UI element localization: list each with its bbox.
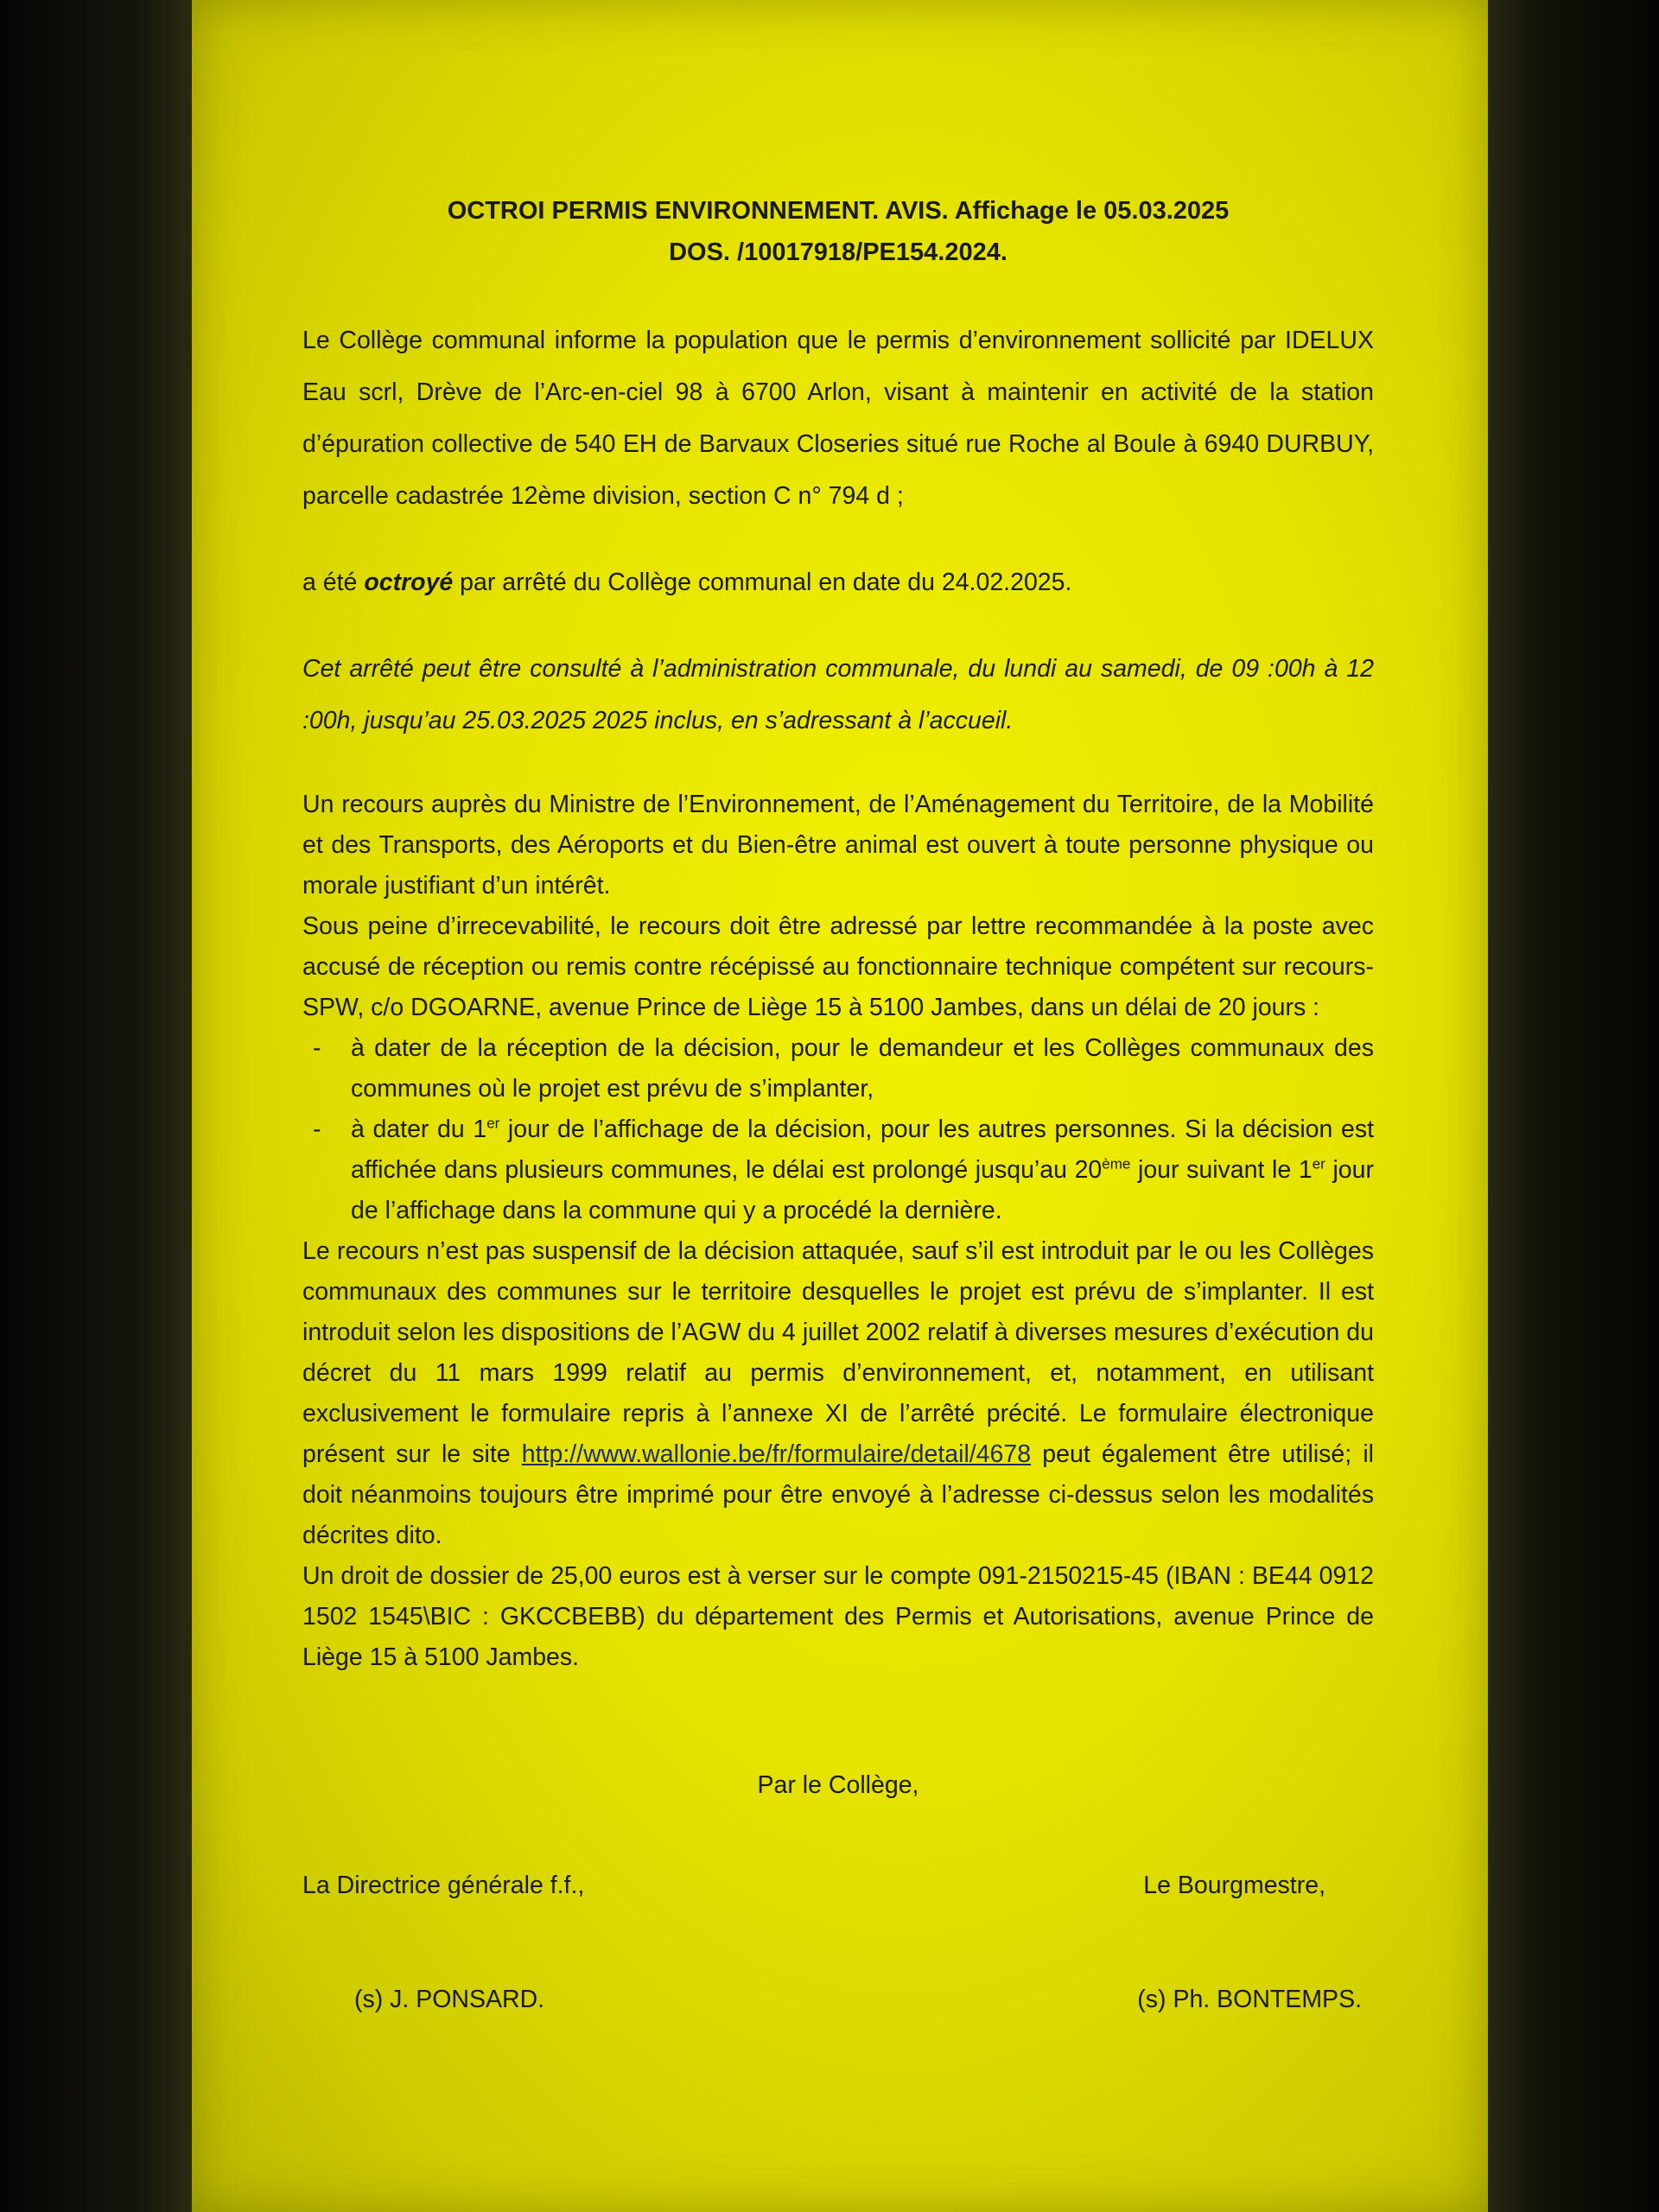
bullet-text-c: jour suivant le 1 xyxy=(1130,1156,1313,1184)
bullet-sup-2: ème xyxy=(1102,1155,1131,1173)
bullet-text: à dater de la réception de la décision, pour le demandeur et les Collèges communaux des communes où le projet est prévu de s’implanter, xyxy=(351,1034,1374,1103)
granted-text-after: par arrêté du Collège communal en date du 24.02.2025. xyxy=(453,569,1072,596)
notice-title xyxy=(302,190,1374,273)
paragraph-fee: Un droit de dossier de 25,00 euros est à verser sur le compte 091-2150215-45 (IBAN : BE44 0912 1502 1545\BIC : GKCCBEBB) du département des Permis et Autorisations, avenue Prince de Liège 15 à 5100 Jambes. xyxy=(302,1562,1374,1671)
title-line-2: DOS. /10017918/PE154.2024. xyxy=(669,238,1007,266)
notice-content xyxy=(302,190,1374,2020)
frame-left xyxy=(0,0,192,2212)
form-link[interactable]: http://www.wallonie.be/fr/formulaire/detail/4678 xyxy=(521,1440,1032,1468)
signature-intro: Par le Collège, xyxy=(757,1771,919,1799)
title-line-1: OCTROI PERMIS ENVIRONNEMENT. AVIS. Affichage le 05.03.2025 xyxy=(447,197,1230,225)
paragraph-consultation: Cet arrêté peut être consulté à l’administration communale, du lundi au samedi, de 09 :00h à 12 :00h, jusqu’au 25.03.2025 2025 inclus, en s’adressant à l’accueil. xyxy=(302,655,1374,734)
signature-left-role: La Directrice générale f.f., xyxy=(302,1872,585,1899)
bullet-sup-1: er xyxy=(486,1115,500,1132)
notice-sheet xyxy=(192,0,1488,2212)
paragraph-granted xyxy=(302,556,1374,608)
paragraph-suspensive xyxy=(302,1231,1374,1556)
paragraph-appeal: Un recours auprès du Ministre de l’Environnement, de l’Aménagement du Territoire, de la Mobilité et des Transports, des Aéroports et du Bien-être animal est ouvert à toute personne physique ou morale justifiant d’un intérêt. xyxy=(302,791,1374,899)
bullet-text-a: à dater du 1 xyxy=(351,1116,487,1143)
paragraph-permit-request: Le Collège communal informe la population que le permis d’environnement sollicité par IDELUX Eau scrl, Drève de l’Arc-en-ciel 98 à 6700 Arlon, visant à maintenir en activité de la station d’épuration collective de 540 EH de Barvaux Closeries situé rue Roche al Boule à 6940 DURBUY, parcelle cadastrée 12ème division, section C n° 794 d ; xyxy=(302,327,1374,510)
bullet-text-d: jour de l’affichage dans la commune qui y a procédé la dernière. xyxy=(351,1156,1374,1224)
bullet-sup-3: er xyxy=(1312,1155,1325,1173)
paragraph-appeal-conditions: Sous peine d’irrecevabilité, le recours doit être adressé par lettre recommandée à la poste avec accusé de réception ou remis contre récépissé au fonctionnaire technique compétent sur recours-SPW, c/o DGOARNE, avenue Prince de Liège 15 à 5100 Jambes, dans un délai de 20 jours : xyxy=(302,912,1374,1021)
suspensive-text-after: peut également être utilisé; il doit néanmoins toujours être imprimé pour être envoyé à l’adresse ci-dessus selon les modalités décrites dito. xyxy=(302,1440,1374,1549)
granted-emphasis: octroyé xyxy=(364,569,454,596)
frame-right xyxy=(1488,0,1659,2212)
signature-roles xyxy=(302,1865,1374,1906)
bullet-dash: - xyxy=(313,1116,321,1143)
list-item xyxy=(302,1028,1374,1109)
bullet-text-b: jour de l’affichage de la décision, pour les autres personnes. Si la décision est affichée dans plusieurs communes, le délai est prolongé jusqu’au 20 xyxy=(351,1116,1374,1184)
signature-right-name: (s) Ph. BONTEMPS. xyxy=(1137,1986,1362,2013)
signature-right-role: Le Bourgmestre, xyxy=(1143,1872,1325,1899)
signature-names xyxy=(302,1979,1374,2020)
signature-left-name: (s) J. PONSARD. xyxy=(354,1986,545,2013)
bullet-dash: - xyxy=(313,1034,321,1062)
granted-text-before: a été xyxy=(302,569,365,596)
list-item xyxy=(302,1109,1374,1231)
suspensive-text-before: Le recours n’est pas suspensif de la décision attaquée, sauf s’il est introduit par le ou les Collèges communaux des communes sur le territoire desquelles le projet est prévu de s’implanter. Il est introduit selon les dispositions de l’AGW du 4 juillet 2002 relatif à diverses mesures d’exécution du décret du 11 mars 1999 relatif au permis d’environnement, et, notamment, en utilisant exclusivement le formulaire repris à l’annexe XI de l’arrêté précité. Le formulaire électronique présent sur le site xyxy=(302,1237,1374,1468)
appeal-deadline-list xyxy=(302,1028,1374,1231)
